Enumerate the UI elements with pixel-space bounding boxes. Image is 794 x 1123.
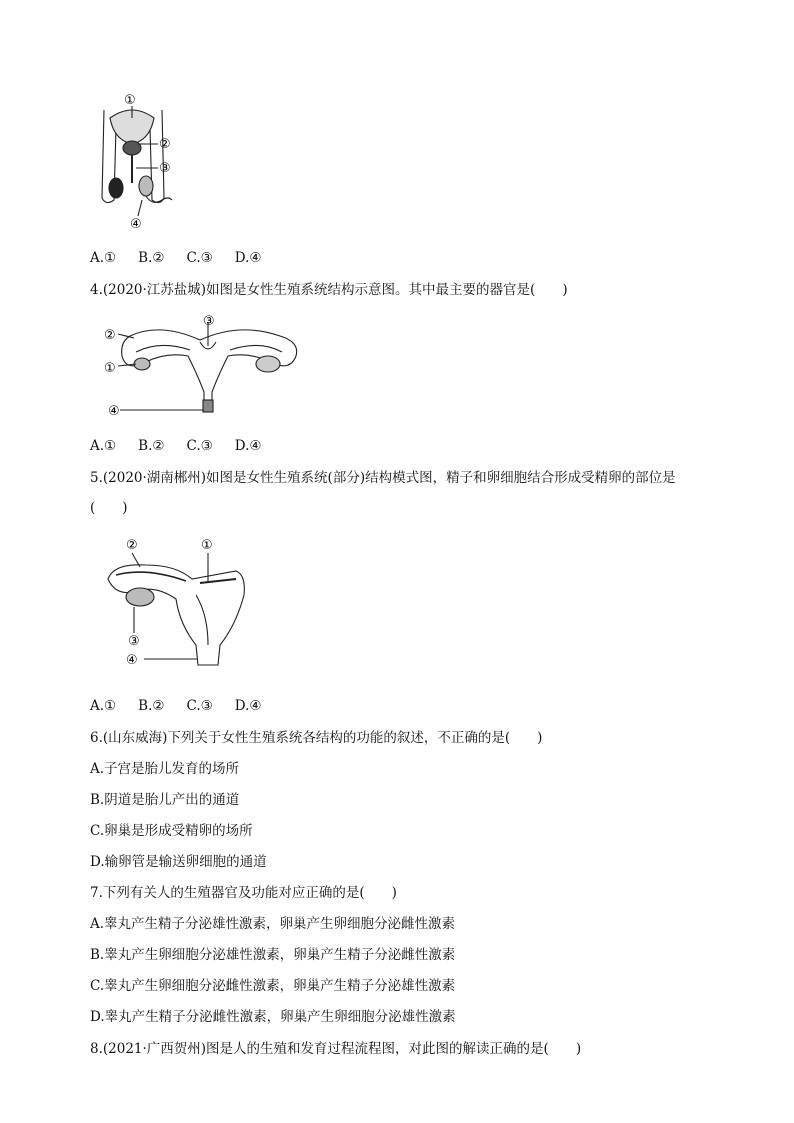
- q7-option-a[interactable]: A.睾丸产生精子分泌雄性激素，卵巢产生卵细胞分泌雌性激素: [90, 916, 456, 932]
- q5-option-b[interactable]: B.②: [138, 698, 165, 714]
- q7-option-c[interactable]: C.睾丸产生卵细胞分泌雌性激素，卵巢产生精子分泌雄性激素: [90, 978, 456, 994]
- male-reproductive-figure: [92, 88, 202, 236]
- q4-option-b[interactable]: B.②: [138, 438, 165, 454]
- q8-stem: 8.(2021·广西贺州)图是人的生殖和发育过程流程图，对此图的解读正确的是( ): [90, 1041, 582, 1057]
- q4-option-a[interactable]: A.①: [90, 438, 117, 454]
- q4-option-c[interactable]: C.③: [186, 438, 213, 454]
- q6-option-a[interactable]: A.子宫是胎儿发育的场所: [90, 761, 240, 777]
- q5-label-1: ①: [201, 538, 213, 553]
- q7-option-d[interactable]: D.睾丸产生精子分泌雌性激素，卵巢产生卵细胞分泌雄性激素: [90, 1009, 456, 1025]
- male-label-3: ③: [159, 161, 171, 176]
- q4-label-3: ③: [203, 314, 215, 329]
- q5-option-a[interactable]: A.①: [90, 698, 117, 714]
- q4-options: [90, 437, 283, 455]
- q4-label-2: ②: [104, 328, 116, 343]
- q5-options: [90, 697, 283, 715]
- male-label-4: ④: [130, 217, 142, 232]
- q7-stem: 7.下列有关人的生殖器官及功能对应正确的是( ): [90, 885, 397, 901]
- male-label-1: ①: [124, 93, 136, 108]
- q4-stem: 4.(2020·江苏盐城)如图是女性生殖系统结构示意图。其中最主要的器官是( ): [90, 282, 568, 298]
- female-reproductive-figure-q5: [96, 535, 256, 675]
- q5-label-3: ③: [128, 634, 140, 649]
- q3-option-d[interactable]: D.④: [234, 250, 262, 266]
- q5-label-2: ②: [126, 538, 138, 553]
- female-reproductive-figure-q4: [100, 312, 310, 422]
- q4-option-d[interactable]: D.④: [234, 438, 262, 454]
- q6-option-c[interactable]: C.卵巢是形成受精卵的场所: [90, 823, 253, 839]
- q6-option-d[interactable]: D.输卵管是输送卵细胞的通道: [90, 854, 267, 870]
- q6-option-b[interactable]: B.阴道是胎儿产出的通道: [90, 792, 240, 808]
- q5-stem: 5.(2020·湖南郴州)如图是女性生殖系统(部分)结构模式图，精子和卵细胞结合形成受精卵的部位是: [90, 470, 676, 486]
- q3-option-b[interactable]: B.②: [138, 250, 165, 266]
- q5-stem-cont: ( ): [90, 500, 128, 516]
- q7-option-b[interactable]: B.睾丸产生卵细胞分泌雄性激素，卵巢产生精子分泌雌性激素: [90, 947, 456, 963]
- q4-label-4: ④: [108, 404, 120, 419]
- q3-option-a[interactable]: A.①: [90, 250, 117, 266]
- q4-label-1: ①: [104, 361, 116, 376]
- male-label-2: ②: [159, 137, 171, 152]
- q3-options: [90, 249, 283, 267]
- q5-label-4: ④: [126, 653, 138, 668]
- q6-stem: 6.(山东威海)下列关于女性生殖系统各结构的功能的叙述，不正确的是( ): [90, 730, 543, 746]
- q3-option-c[interactable]: C.③: [186, 250, 213, 266]
- q5-option-d[interactable]: D.④: [234, 698, 262, 714]
- q5-option-c[interactable]: C.③: [186, 698, 213, 714]
